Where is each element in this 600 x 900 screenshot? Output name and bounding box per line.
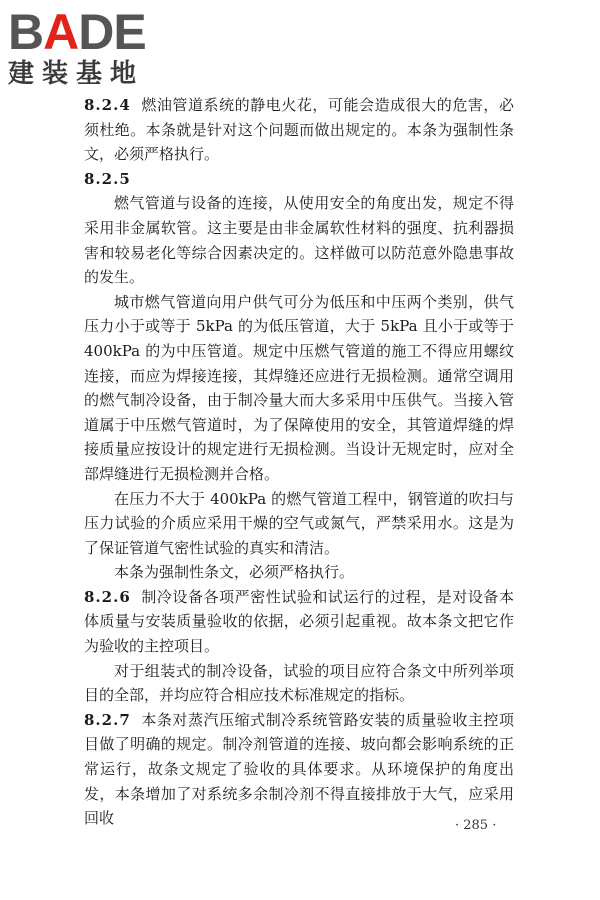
section-8-2-7: [84, 708, 514, 831]
paragraph: 燃油管道系统的静电火花，可能会造成很大的危害，必须杜绝。本条就是针对这个问题而做出规定的。本条为强制性条文，必须严格执行。: [84, 96, 514, 164]
logo-mark-right: DE: [78, 4, 146, 60]
paragraph: 对于组装式的制冷设备，试验的项目应符合条文中所列举项目的全部，并均应符合相应技术标准规定的指标。: [84, 661, 514, 705]
section-number: 8.2.7: [84, 710, 131, 729]
section-8-2-4: [84, 93, 514, 167]
paragraph: 城市燃气管道向用户供气可分为低压和中压两个类别，供气压力小于或等于 5kPa 的为低压管道，大于 5kPa 且小于或等于 400kPa 的为中压管道。规定中压燃气管道的施工不得应用螺纹连接，而应为焊接连接，其焊缝还应进行无损检测。通常空调用的燃气制冷设备，由于制冷量大而大多采用中压供气。当接入管道属于中压燃气管道时，为了保障使用的安全，其管道焊缝的焊接质量应按设计的规定进行无损检测。当设计无规定时，应对全部焊缝进行无损检测并合格。: [84, 292, 514, 483]
section-8-2-5-heading: [84, 167, 514, 192]
section-number: 8.2.5: [84, 169, 131, 188]
paragraph: 制冷设备各项严密性试验和试运行的过程，是对设备本体质量与安装质量验收的依据，必须引起重视。故本条文把它作为验收的主控项目。: [84, 587, 514, 656]
paragraph: 本条为强制性条文，必须严格执行。: [114, 563, 355, 582]
paragraph: 本条对蒸汽压缩式制冷系统管路安装的质量验收主控项目做了明确的规定。制冷剂管道的连接、坡向都会影响系统的正常运行，故条文规定了验收的具体要求。从环境保护的角度出发，本条增加了对系统多余制冷剂不得直接排放于大气，应采用回收: [84, 710, 514, 828]
logo-mark: [8, 4, 178, 60]
paragraph: 在压力不大于 400kPa 的燃气管道工程中，钢管道的吹扫与压力试验的介质应采用干燥的空气或氮气，严禁采用水。这是为了保证管道气密性试验的真实和清洁。: [84, 489, 514, 557]
page-number: · 285 ·: [455, 818, 497, 833]
paragraph: 燃气管道与设备的连接，从使用安全的角度出发，规定不得采用非金属软管。这主要是由非金属软性材料的强度、抗利器损害和较易老化等综合因素决定的。这样做可以防范意外隐患事故的发生。: [84, 194, 514, 287]
logo-mark-left: B: [8, 4, 44, 60]
section-8-2-6: [84, 585, 514, 659]
logo-subtitle: 建装基地: [8, 59, 145, 89]
section-number: 8.2.6: [84, 587, 131, 606]
logo: [8, 4, 178, 90]
logo-mark-accent: A: [43, 4, 79, 60]
section-number: 8.2.4: [84, 96, 131, 114]
document-body: [84, 93, 514, 831]
